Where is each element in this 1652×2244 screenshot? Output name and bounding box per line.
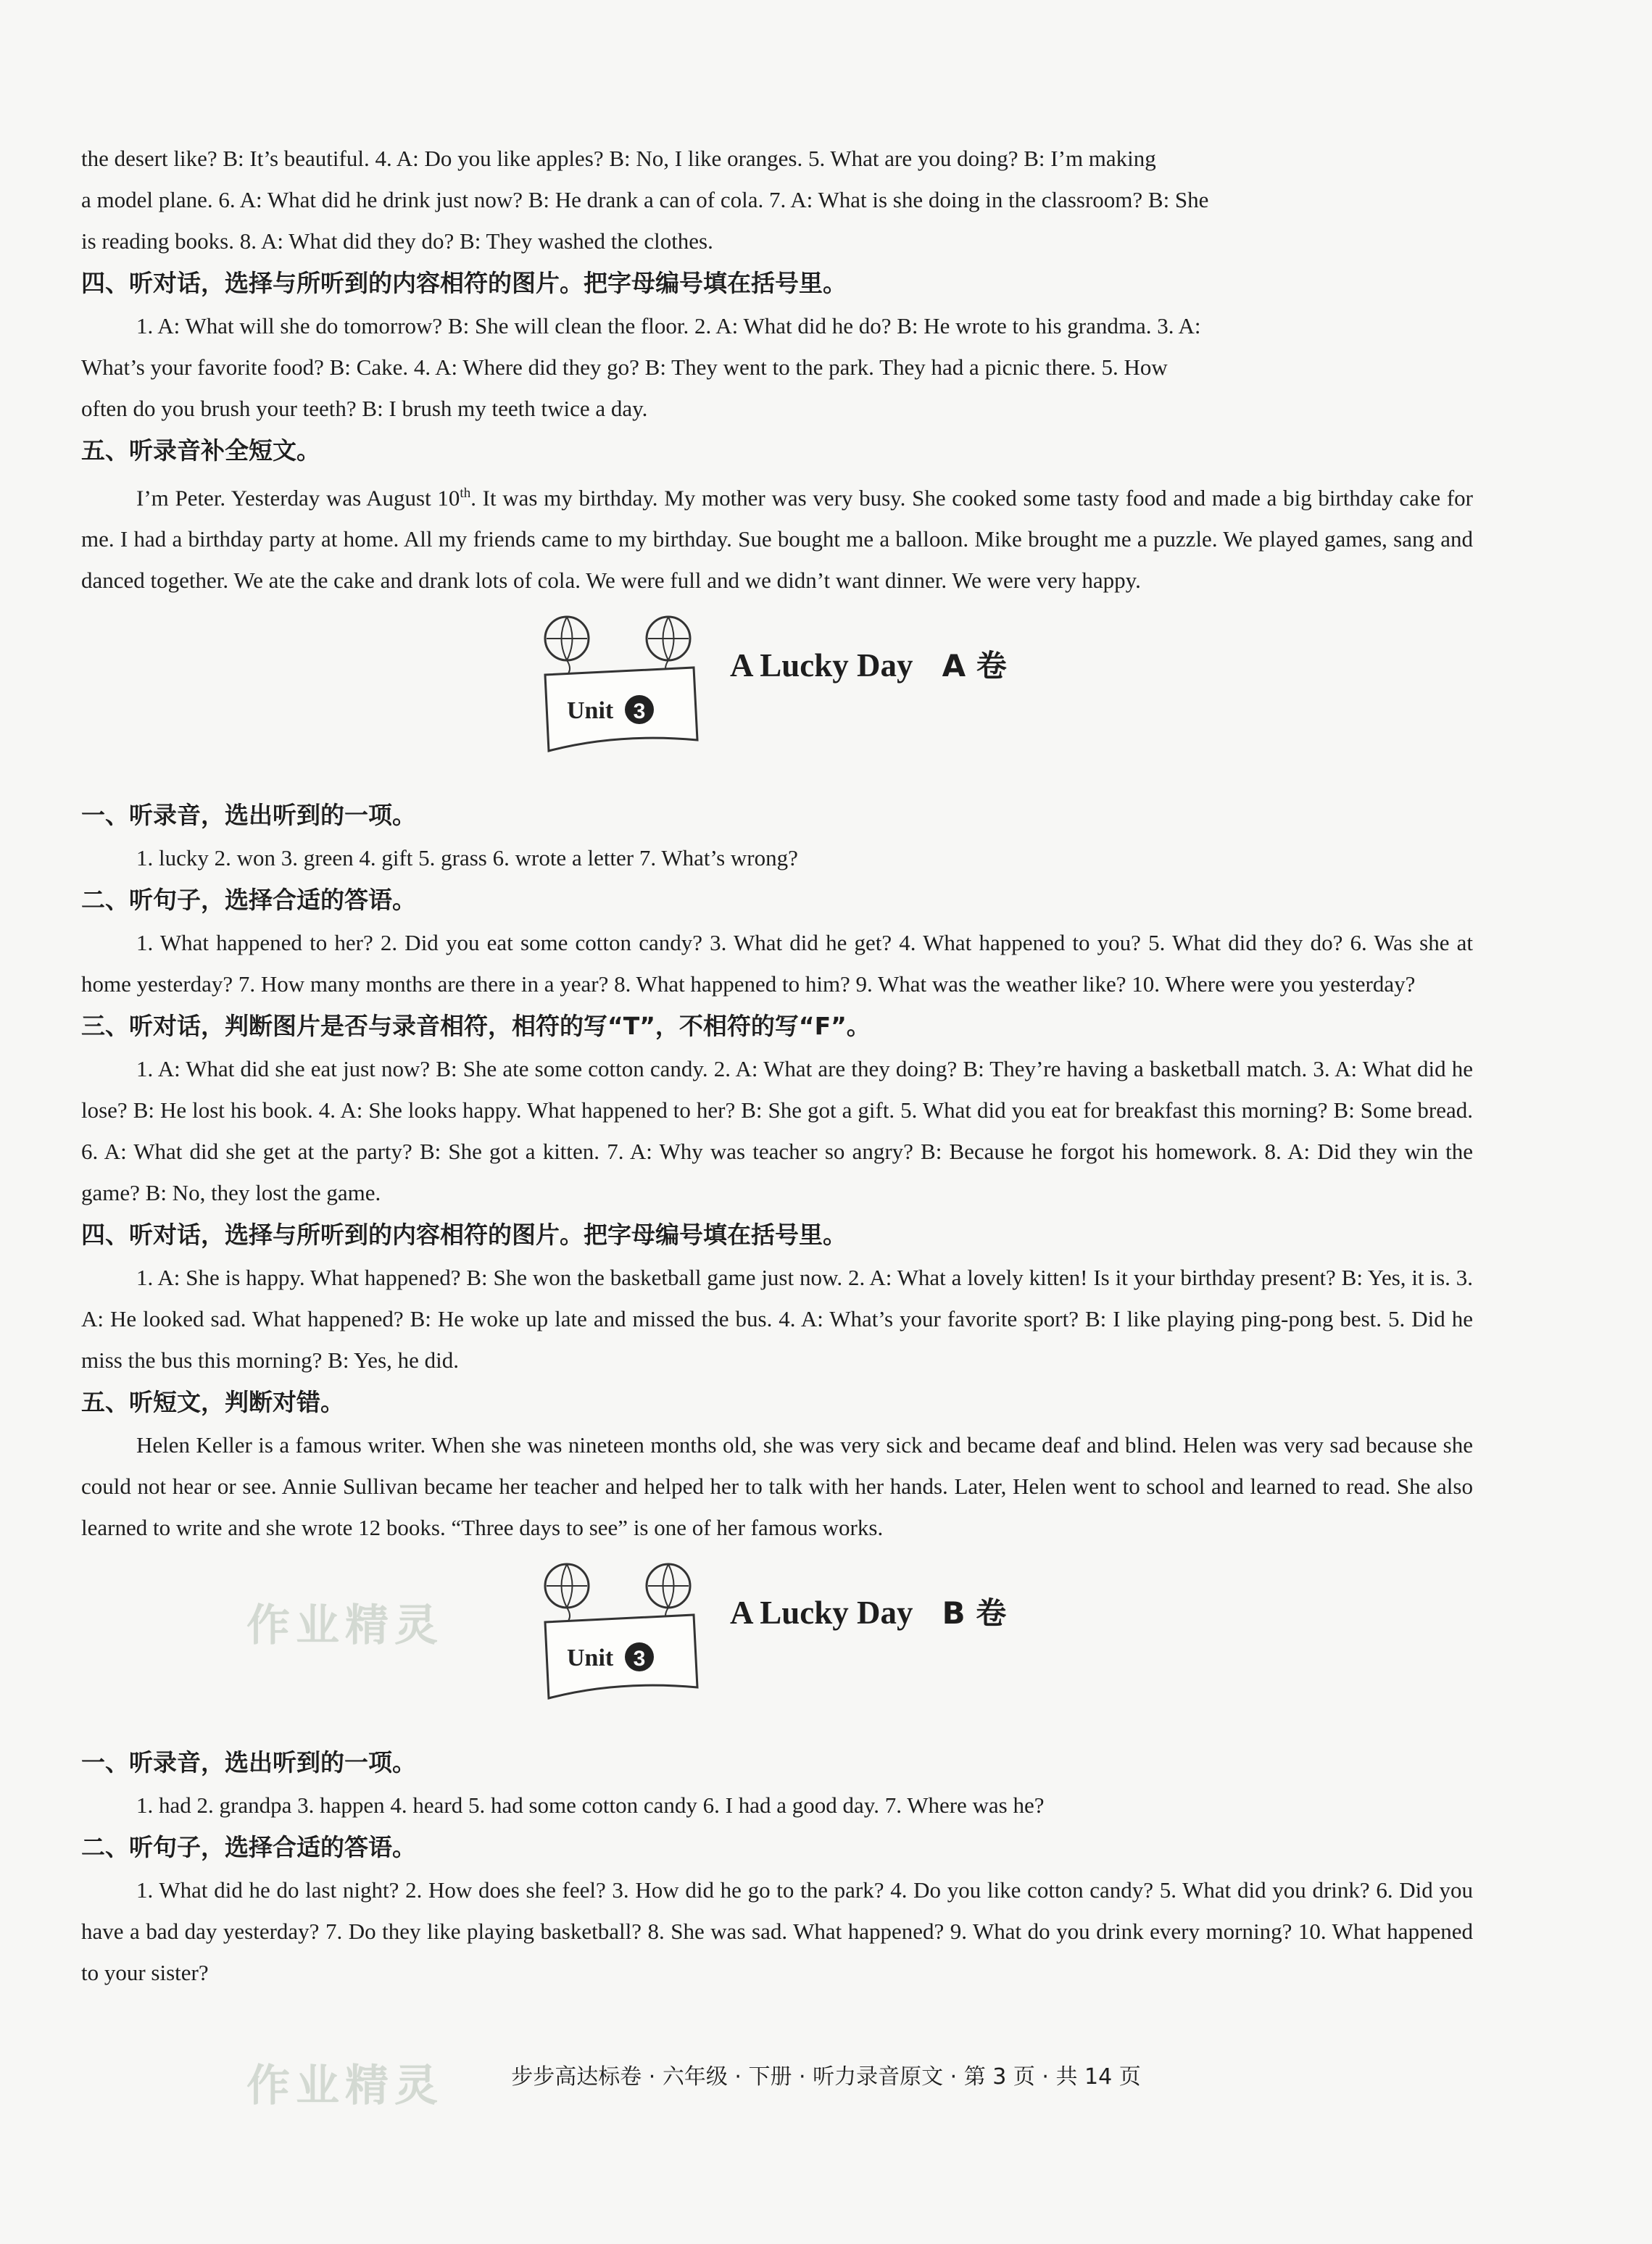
passage: 1. What happened to her? 2. Did you eat some cotton candy? 3. What did he get? 4. What happened to you? 5. What did they do? 6. Was she at home yesterday? 7. How many months are there in a year? 8. What happened to him? 9. What was the weather like? 10. Where were you yesterday? [81,930,1473,997]
paper-label: B 卷 [942,1595,1007,1632]
unit-banner-a [81,610,1473,776]
unit-badge-number: 3 [633,699,646,724]
unit-badge-number: 3 [633,1647,646,1671]
passage: Helen Keller is a famous writer. When she was nineteen months old, she was very sick and became deaf and blind. Helen was very sad because she could not hear or see. Annie Sullivan became her teacher and helped her to talk with her hands. Later, Helen went to school and learned to read. She also learned to write and she wrote 12 books. “Three days to see” is one of her famous works. [81,1432,1473,1541]
unit-title-text: A Lucky Day [730,647,913,684]
section-heading: 四、听对话，选择与所听到的内容相符的图片。把字母编号填在括号里。 [81,269,847,297]
passage [81,473,1473,601]
watermark: 作业精灵 [246,1600,444,1651]
page-content [81,138,1473,1993]
section-heading: 五、听录音补全短文。 [81,436,320,465]
unit-badge-label: Unit [567,1645,614,1672]
passage: 1. A: She is happy. What happened? B: She won the basketball game just now. 2. A: What a lovely kitten! Is it your birthday present? B: Yes, it is. 3. A: He looked sad. What happened? B: He woke up late and missed the bus. 4. A: What’s your favorite sport? B: I like playing ping-pong best. 5. Did he miss the bus this morning? B: Yes, he did. [81,1265,1473,1374]
paper-label: A 卷 [942,648,1007,684]
text-line: often do you brush your teeth? B: I brush my teeth twice a day. [81,396,648,421]
unit-title-text: A Lucky Day [730,1595,913,1632]
unit-badge-icon [523,610,719,755]
section-heading: 一、听录音，选出听到的一项。 [81,1748,416,1777]
text-line: a model plane. 6. A: What did he drink just now? B: He drank a can of cola. 7. A: What is she doing in the classroom? B: She [81,187,1209,212]
section-heading: 五、听短文，判断对错。 [81,1388,344,1417]
text-line: 1. lucky 2. won 3. green 4. gift 5. grass 6. wrote a letter 7. What’s wrong? [136,845,798,871]
section-heading: 二、听句子，选择合适的答语。 [81,886,416,915]
passage: 1. A: What did she eat just now? B: She ate some cotton candy. 2. A: What are they doing? B: They’re having a basketball match. 3. A: What did he lose? B: He lost his book. 4. A: She looks happy. What happened to her? B: She got a gift. 5. What did you eat for breakfast this morning? B: Some bread. 6. A: What did she get at the party? B: She got a kitten. 7. A: Why was teacher so angry? B: Because he forgot his homework. 8. A: Did they win the game? B: No, they lost the game. [81,1056,1473,1206]
unit-title [730,1590,1006,1633]
page-footer: 步步高达标卷 · 六年级 · 下册 · 听力录音原文 · 第 3 页 · 共 14 页 [511,2064,1141,2090]
unit-title [730,642,1007,686]
section-heading: 二、听句子，选择合适的答语。 [81,1833,416,1862]
passage-part: I’m Peter. Yesterday was August 10 [136,485,460,511]
text-line: the desert like? B: It’s beautiful. 4. A: Do you like apples? B: No, I like oranges. 5. What are you doing? B: I’m making [81,146,1156,171]
superscript: th [460,486,471,501]
text-line: is reading books. 8. A: What did they do? B: They washed the clothes. [81,228,713,254]
text-line: 1. A: What will she do tomorrow? B: She will clean the floor. 2. A: What did he do? B: He wrote to his grandma. 3. A: [136,313,1201,338]
watermark: 作业精灵 [246,2061,444,2111]
text-line: 1. had 2. grandpa 3. happen 4. heard 5. had some cotton candy 6. I had a good day. 7. Where was he? [136,1792,1045,1819]
section-heading: 三、听对话，判断图片是否与录音相符，相符的写“T”，不相符的写“F”。 [81,1012,871,1041]
passage: 1. What did he do last night? 2. How does she feel? 3. How did he go to the park? 4. Do you like cotton candy? 5. What did you drink? 6. Did you have a bad day yesterday? 7. Do they like playing basketball? 8. She was sad. What happened? 9. What do you drink every morning? 10. What happened to your sister? [81,1877,1473,1986]
section-heading: 四、听对话，选择与所听到的内容相符的图片。把字母编号填在括号里。 [81,1221,847,1250]
text-line: What’s your favorite food? B: Cake. 4. A: Where did they go? B: They went to the park. They had a picnic there. 5. How [81,354,1168,380]
passage-part: . It was my birthday. My mother was very busy. She cooked some tasty food and made a big birthday cake for me. I had a birthday party at home. All my friends came to my birthday. Sue bought me a balloon. Mike brought me a puzzle. We played games, sang and danced together. We ate the cake and drank lots of cola. We were full and we didn’t want dinner. We were very happy. [81,485,1473,594]
unit-badge-label: Unit [567,697,614,725]
section-heading: 一、听录音，选出听到的一项。 [81,801,416,830]
unit-badge-icon [523,1557,719,1702]
